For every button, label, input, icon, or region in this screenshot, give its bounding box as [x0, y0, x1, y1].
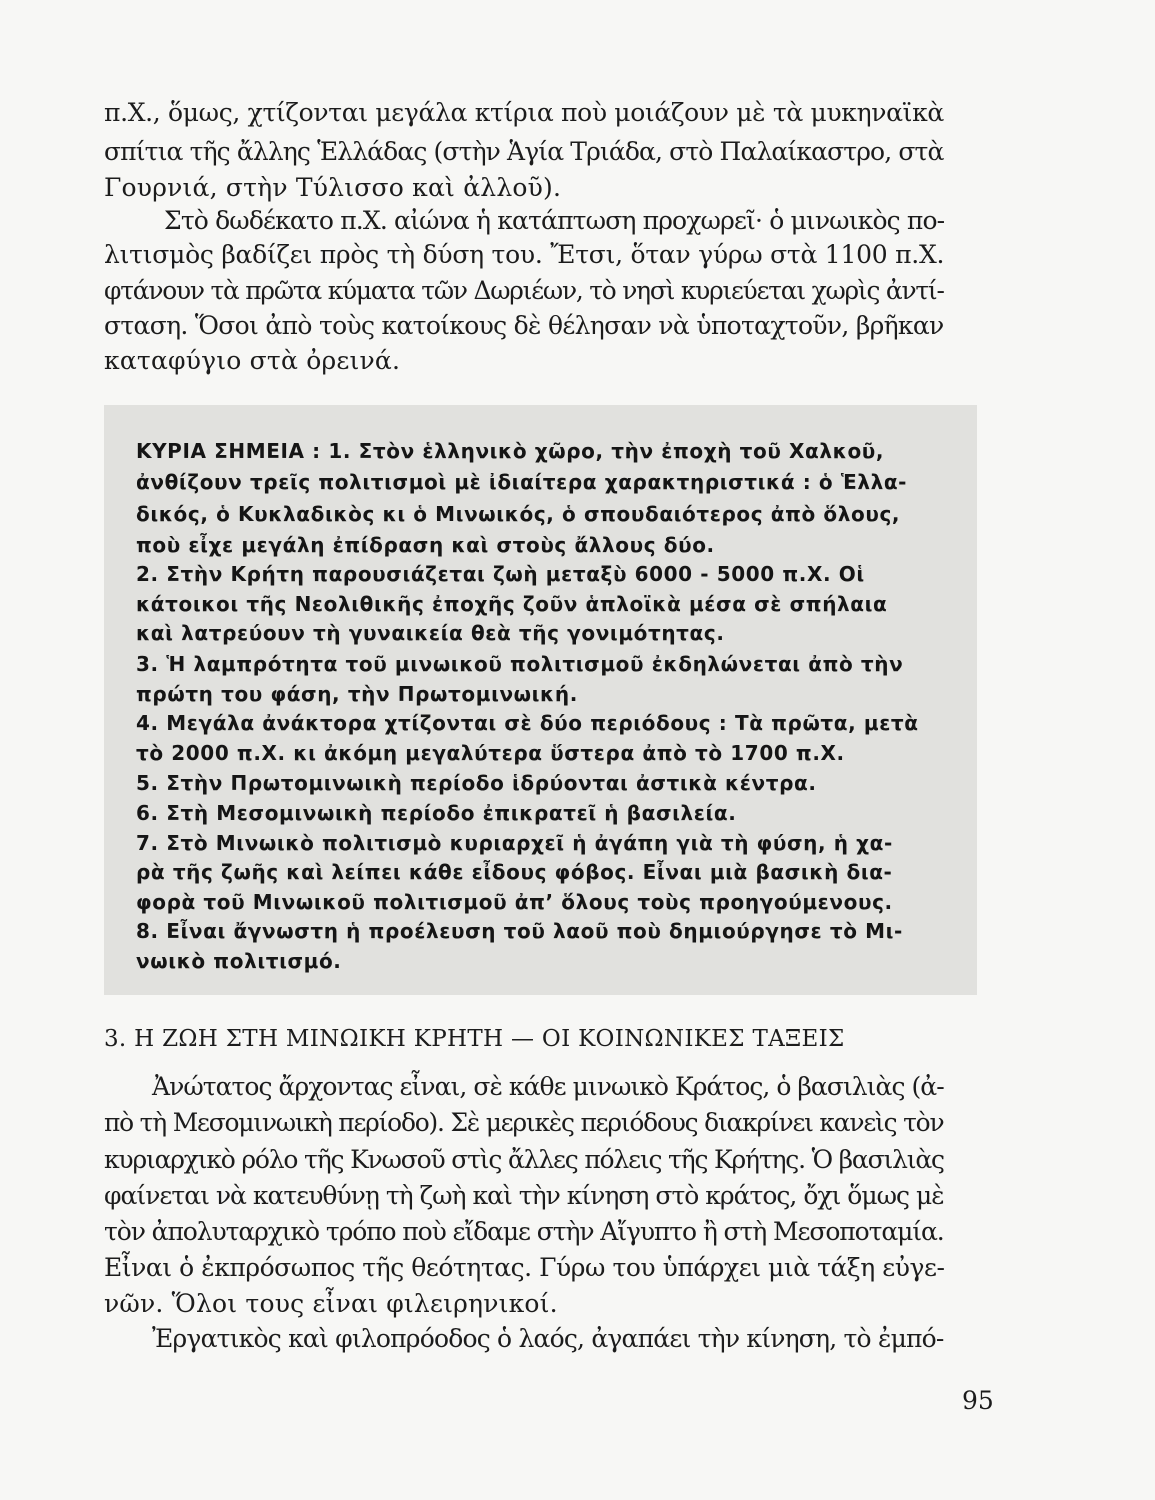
section-line: πὸ τὴ Μεσομινωικὴ περίοδο). Σὲ μερικὲς περιόδους διακρίνει κανεὶς τὸν: [104, 1108, 944, 1137]
intro-line: λιτισμὸς βαδίζει πρὸς τὴ δύση του. Ἔτσι, ὅταν γύρω στὰ 1100 π.Χ.: [104, 240, 945, 269]
intro-line: φτάνουν τὰ πρῶτα κύματα τῶν Δωριέων, τὸ νησὶ κυριεύεται χωρὶς ἀντί-: [104, 276, 944, 305]
section-line: νῶν. Ὅλοι τους εἶναι φιλειρηνικοί.: [104, 1289, 558, 1318]
page-number: 95: [962, 1386, 994, 1415]
key-point-line: τὸ 2000 π.Χ. κι ἀκόμη μεγαλύτερα ὕστερα ἀπὸ τὸ 1700 π.Χ.: [136, 741, 845, 765]
section-line: τὸν ἀπολυταρχικὸ τρόπο ποὺ εἴδαμε στὴν Αἴγυπτο ἢ στὴ Μεσοποταμία.: [104, 1217, 944, 1246]
section-line: κυριαρχικὸ ρόλο τῆς Κνωσοῦ στὶς ἄλλες πόλεις τῆς Κρήτης. Ὁ βασιλιὰς: [104, 1145, 944, 1174]
key-point-line: 8. Εἶναι ἄγνωστη ἡ προέλευση τοῦ λαοῦ ποὺ δημιούργησε τὸ Μι-: [136, 919, 903, 943]
intro-line: σταση. Ὅσοι ἀπὸ τοὺς κατοίκους δὲ θέλησαν νὰ ὑποταχτοῦν, βρῆκαν: [104, 311, 944, 340]
intro-line: π.Χ., ὅμως, χτίζονται μεγάλα κτίρια ποὺ μοιάζουν μὲ τὰ μυκηναϊκὰ: [104, 98, 944, 127]
key-point-line: 6. Στὴ Μεσομινωικὴ περίοδο ἐπικρατεῖ ἡ βασιλεία.: [136, 801, 737, 825]
key-point-line: 3. Ἡ λαμπρότητα τοῦ μινωικοῦ πολιτισμοῦ ἐκδηλώνεται ἀπὸ τὴν: [136, 652, 904, 676]
section-line: φαίνεται νὰ κατευθύνῃ τὴ ζωὴ καὶ τὴν κίνηση στὸ κράτος, ὄχι ὅμως μὲ: [104, 1181, 944, 1210]
section-heading: 3. Η ΖΩΗ ΣΤΗ ΜΙΝΩΙΚΗ ΚΡΗΤΗ — ΟΙ ΚΟΙΝΩΝΙΚΕΣ ΤΑΞΕΙΣ: [104, 1026, 845, 1052]
key-point-line: φορὰ τοῦ Μινωικοῦ πολιτισμοῦ ἀπ’ ὅλους τοὺς προηγούμενους.: [136, 890, 893, 914]
key-point-line: ρὰ τῆς ζωῆς καὶ λείπει κάθε εἶδους φόβος. Εἶναι μιὰ βασικὴ δια-: [136, 860, 893, 884]
key-points-box: [104, 405, 977, 995]
intro-line: σπίτια τῆς ἄλλης Ἑλλάδας (στὴν Ἁγία Τριάδα, στὸ Παλαίκαστρο, στὰ: [104, 137, 944, 166]
intro-line: Στὸ δωδέκατο π.Χ. αἰώνα ἡ κατάπτωση προχωρεῖ· ὁ μινωικὸς πο-: [164, 206, 945, 235]
key-point-line: κάτοικοι τῆς Νεολιθικῆς ἐποχῆς ζοῦν ἁπλοϊκὰ μέσα σὲ σπήλαια: [136, 592, 888, 616]
key-point-line: πρώτη του φάση, τὴν Πρωτομινωική.: [136, 682, 578, 706]
key-point-line: 4. Μεγάλα ἀνάκτορα χτίζονται σὲ δύο περιόδους : Τὰ πρῶτα, μετὰ: [136, 711, 919, 735]
intro-line: Γουρνιά, στὴν Τύλισσο καὶ ἀλλοῦ).: [104, 173, 562, 202]
section-line: Εἶναι ὁ ἐκπρόσωπος τῆς θεότητας. Γύρω του ὑπάρχει μιὰ τάξη εὐγε-: [104, 1253, 945, 1282]
intro-line: καταφύγιο στὰ ὀρεινά.: [104, 346, 401, 375]
key-point-line: καὶ λατρεύουν τὴ γυναικεία θεὰ τῆς γονιμότητας.: [136, 621, 725, 645]
section-line: Ἀνώτατος ἄρχοντας εἶναι, σὲ κάθε μινωικὸ Κράτος, ὁ βασιλιὰς (ἀ-: [152, 1072, 944, 1101]
key-point-line: ἀνθίζουν τρεῖς πολιτισμοὶ μὲ ἰδιαίτερα χαρακτηριστικά : ὁ Ἑλλα-: [136, 470, 908, 494]
section-line: Ἐργατικὸς καὶ φιλοπρόοδος ὁ λαός, ἀγαπάει τὴν κίνηση, τὸ ἐμπό-: [152, 1324, 944, 1353]
key-point-line: 2. Στὴν Κρήτη παρουσιάζεται ζωὴ μεταξὺ 6000 - 5000 π.Χ. Οἱ: [136, 562, 865, 586]
key-point-line: 5. Στὴν Πρωτομινωικὴ περίοδο ἱδρύονται ἀστικὰ κέντρα.: [136, 771, 817, 795]
key-point-line: ΚΥΡΙΑ ΣΗΜΕΙΑ : 1. Στὸν ἑλληνικὸ χῶρο, τὴν ἐποχὴ τοῦ Χαλκοῦ,: [136, 439, 885, 463]
key-point-line: νωικὸ πολιτισμό.: [136, 949, 342, 973]
key-point-line: δικός, ὁ Κυκλαδικὸς κι ὁ Μινωικός, ὁ σπουδαιότερος ἀπὸ ὅλους,: [136, 502, 901, 526]
key-point-line: ποὺ εἶχε μεγάλη ἐπίδραση καὶ στοὺς ἄλλους δύο.: [136, 533, 715, 557]
key-point-line: 7. Στὸ Μινωικὸ πολιτισμὸ κυριαρχεῖ ἡ ἀγάπη γιὰ τὴ φύση, ἡ χα-: [136, 831, 893, 855]
